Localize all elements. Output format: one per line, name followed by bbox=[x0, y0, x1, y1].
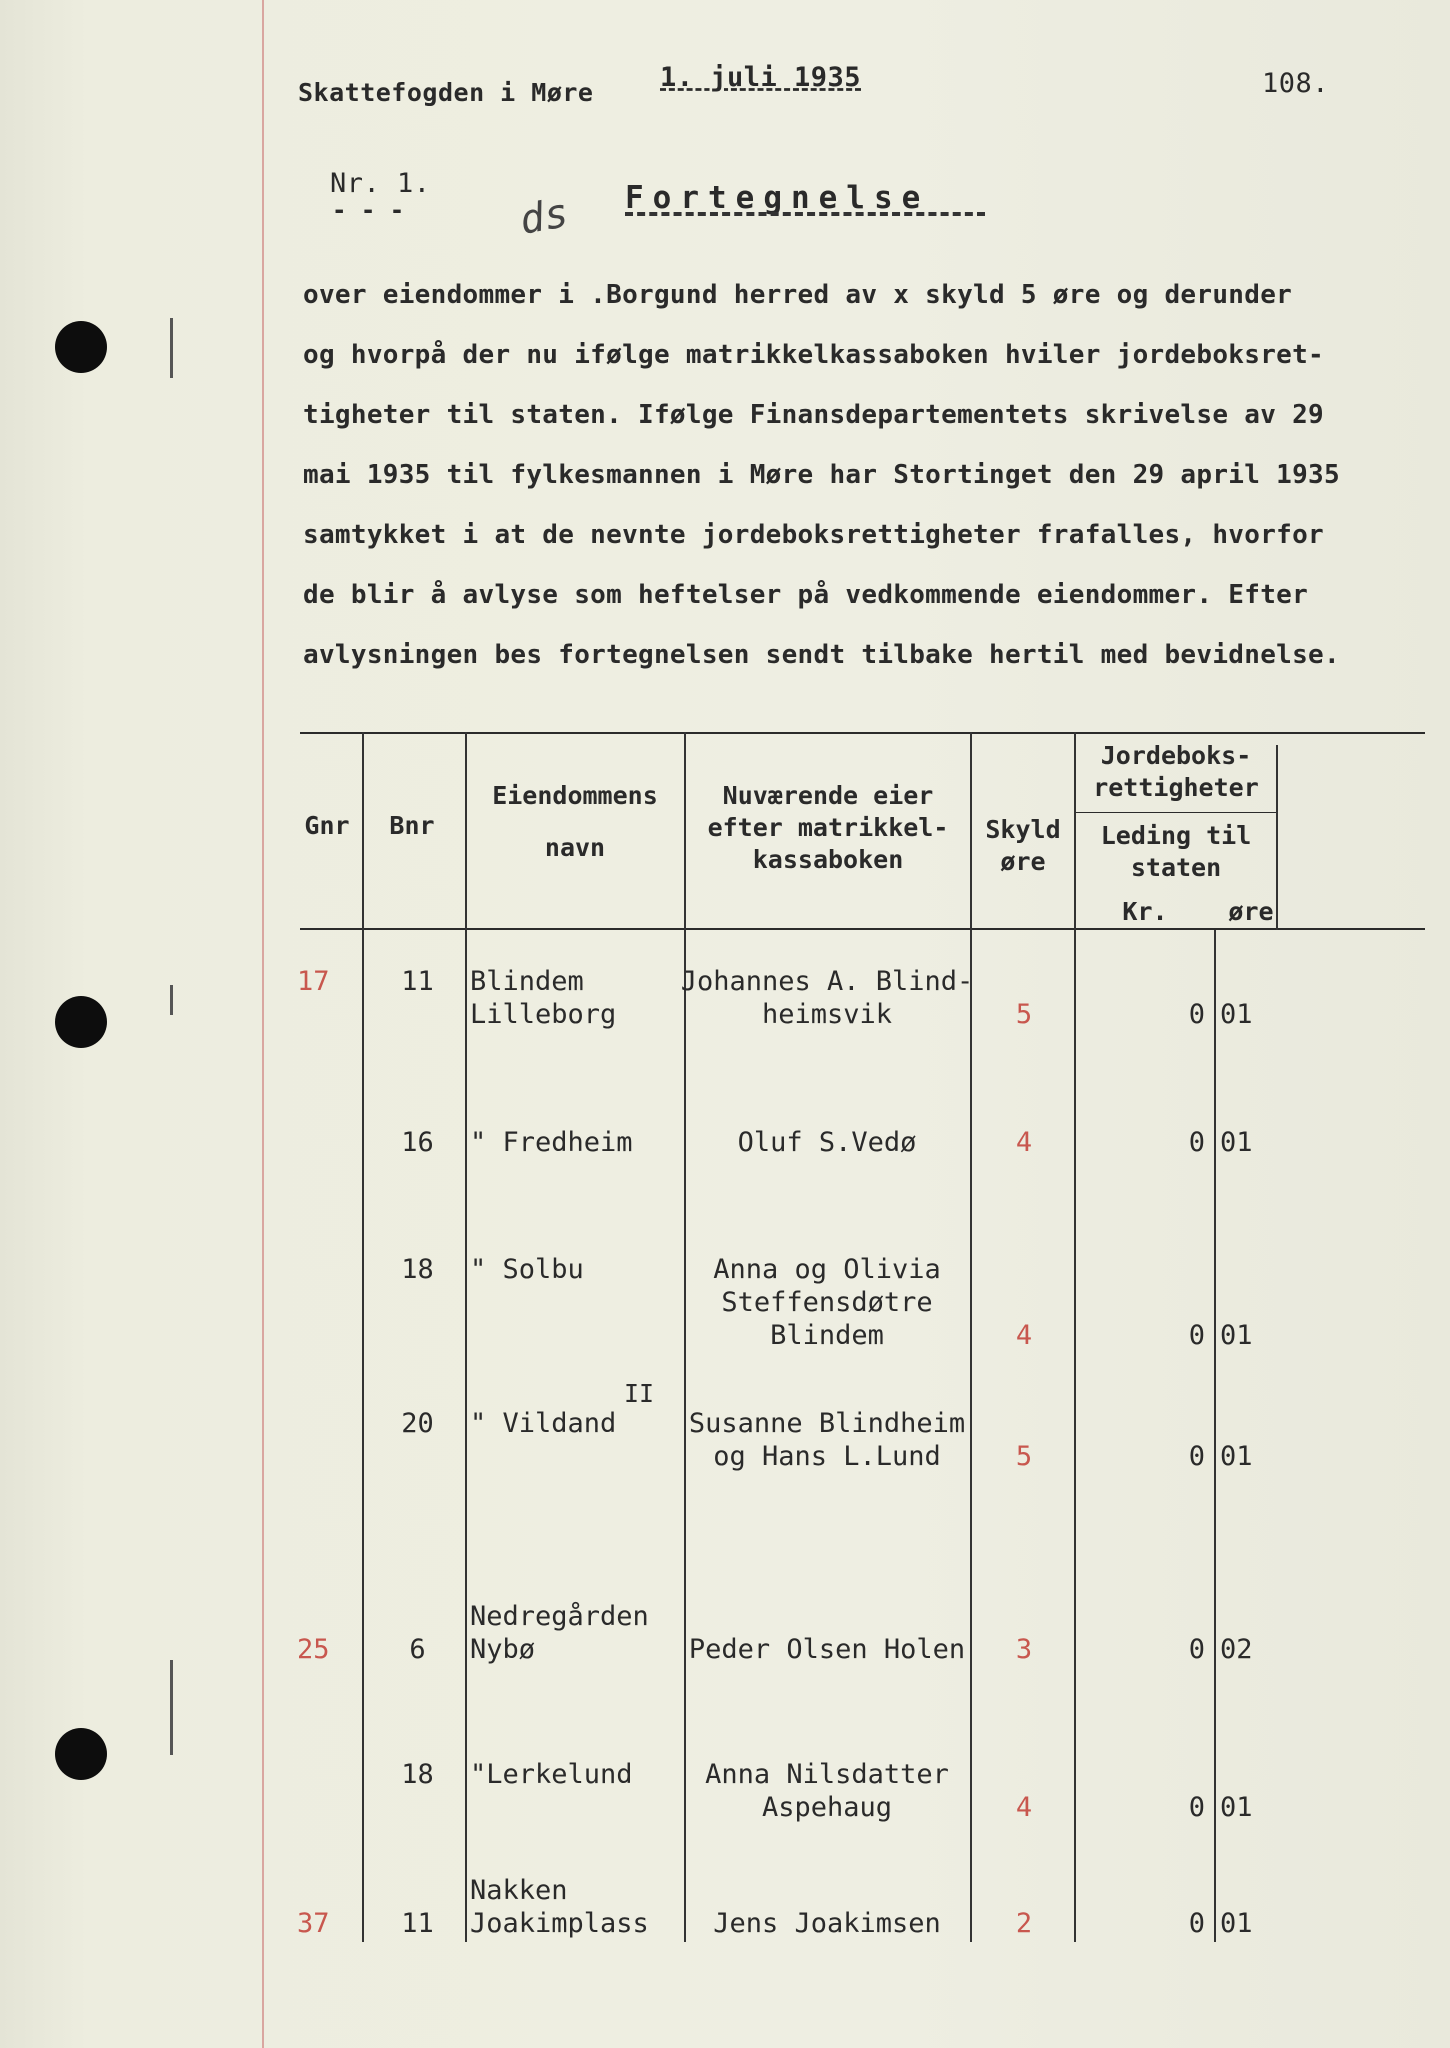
body-line: og hvorpå der nu ifølge matrikkelkassaboken hviler jordeboksret- bbox=[303, 340, 1325, 370]
body-line: tigheter til staten. Ifølge Finansdepartementets skrivelse av 29 bbox=[303, 400, 1325, 430]
header-owner-line: Nuværende eier bbox=[722, 781, 934, 810]
header-name-line: navn bbox=[544, 833, 606, 862]
body-line: de blir å avlyse som heftelser på vedkommende eiendommer. Efter bbox=[303, 580, 1309, 610]
table-row-7-gnr: 37 bbox=[297, 1908, 330, 1939]
header-owner bbox=[686, 780, 970, 876]
office-name: Skattefogden i Møre bbox=[298, 78, 594, 107]
handwritten-mark: ds bbox=[516, 190, 572, 244]
table-row-3-owner: Blindem bbox=[770, 1320, 884, 1351]
table-row-1-skyld: 5 bbox=[1015, 999, 1033, 1030]
table-row-4-owner: og Hans L.Lund bbox=[713, 1441, 941, 1472]
binding-mark bbox=[170, 985, 173, 1015]
table-row-7-kr: 0 bbox=[1188, 1908, 1205, 1939]
header-gnr: Gnr bbox=[304, 811, 350, 840]
margin-line bbox=[262, 0, 264, 2048]
header-leding-line: staten bbox=[1130, 853, 1222, 882]
table-row-5-name: Nybø bbox=[470, 1634, 536, 1665]
table-row-5-gnr: 25 bbox=[297, 1634, 330, 1665]
header-owner-line: efter matrikkel- bbox=[707, 813, 949, 842]
table-row-6-bnr: 18 bbox=[401, 1759, 434, 1790]
table-row-4-skyld: 5 bbox=[1015, 1441, 1033, 1472]
date: 1. juli 1935 bbox=[660, 62, 862, 93]
doc-number: Nr. 1. bbox=[330, 168, 431, 199]
table-row-4-name-sup: II bbox=[624, 1379, 655, 1408]
table-row-6-ore: 01 bbox=[1220, 1792, 1253, 1823]
table-row-5-kr: 0 bbox=[1188, 1634, 1205, 1665]
column-divider bbox=[362, 732, 364, 1942]
page-number: 108. bbox=[1262, 68, 1330, 99]
header-ore: øre bbox=[1228, 897, 1274, 926]
table-header-rule bbox=[300, 928, 1425, 930]
header-name-line: Eiendommens bbox=[492, 781, 658, 810]
table-row-2-kr: 0 bbox=[1188, 1127, 1205, 1158]
table-row-1-gnr: 17 bbox=[297, 966, 330, 997]
table-row-1-name: Lilleborg bbox=[470, 999, 617, 1030]
table-row-2-bnr: 16 bbox=[401, 1127, 434, 1158]
header-owner-line: kassaboken bbox=[752, 845, 904, 874]
table-row-1-owner: heimsvik bbox=[761, 999, 893, 1030]
table-row-7-bnr: 11 bbox=[401, 1908, 434, 1939]
table-row-2-ore: 01 bbox=[1220, 1127, 1253, 1158]
header-rights-line: rettigheter bbox=[1093, 773, 1259, 802]
table-row-1-owner: Johannes A. Blind- bbox=[680, 966, 974, 997]
table-row-4-owner: Susanne Blindheim bbox=[688, 1408, 966, 1439]
table-row-3-owner: Steffensdøtre bbox=[721, 1287, 933, 1318]
table-row-5-bnr: 6 bbox=[409, 1634, 426, 1665]
binding-mark bbox=[170, 1660, 173, 1755]
table-top-rule bbox=[300, 732, 1425, 734]
header-leding bbox=[1076, 820, 1276, 884]
table-row-2-name: " Fredheim bbox=[470, 1127, 633, 1158]
table-row-5-skyld: 3 bbox=[1015, 1634, 1033, 1665]
table-row-7-name: Nakken bbox=[470, 1875, 568, 1906]
rights-subheader-rule bbox=[1075, 812, 1277, 813]
table-row-6-owner: Aspehaug bbox=[761, 1792, 893, 1823]
table-row-3-ore: 01 bbox=[1220, 1320, 1253, 1351]
table-row-7-owner: Jens Joakimsen bbox=[713, 1908, 941, 1939]
punch-hole bbox=[55, 321, 107, 373]
header-skyld bbox=[972, 814, 1074, 878]
table-row-4-ore: 01 bbox=[1220, 1441, 1253, 1472]
header-skyld-line: øre bbox=[1000, 847, 1046, 876]
table-row-4-bnr: 20 bbox=[401, 1408, 434, 1439]
title-underline bbox=[625, 212, 985, 216]
table-row-6-skyld: 4 bbox=[1015, 1792, 1033, 1823]
header-rights-group bbox=[1076, 740, 1276, 804]
table-row-5-name: Nedregården bbox=[470, 1601, 649, 1632]
header-leding-line: Leding til bbox=[1100, 821, 1252, 850]
column-divider bbox=[465, 732, 467, 1942]
table-row-1-kr: 0 bbox=[1188, 999, 1205, 1030]
table-row-7-name: Joakimplass bbox=[470, 1908, 649, 1939]
table-row-3-name: " Solbu bbox=[470, 1254, 584, 1285]
table-row-7-skyld: 2 bbox=[1015, 1908, 1033, 1939]
table-row-6-kr: 0 bbox=[1188, 1792, 1205, 1823]
column-divider bbox=[1214, 930, 1216, 1942]
punch-hole bbox=[55, 1728, 107, 1780]
doc-number-underline: - - - bbox=[332, 196, 405, 224]
table-row-1-bnr: 11 bbox=[401, 966, 434, 997]
punch-hole bbox=[55, 996, 107, 1048]
body-line: over eiendommer i .Borgund herred av x skyld 5 øre og derunder bbox=[303, 280, 1293, 310]
table-row-5-owner: Peder Olsen Holen bbox=[688, 1634, 966, 1665]
document-title: Fortegnelse bbox=[625, 180, 930, 216]
table-row-6-owner: Anna Nilsdatter bbox=[705, 1759, 949, 1790]
header-skyld-line: Skyld bbox=[985, 815, 1061, 844]
table-row-6-name: "Lerkelund bbox=[470, 1759, 633, 1790]
table-row-3-bnr: 18 bbox=[401, 1254, 434, 1285]
table-row-2-owner: Oluf S.Vedø bbox=[737, 1127, 917, 1158]
table-row-3-owner: Anna og Olivia bbox=[713, 1254, 941, 1285]
table-row-3-kr: 0 bbox=[1188, 1320, 1205, 1351]
table-row-4-name: " Vildand bbox=[470, 1408, 617, 1439]
header-rights-line: Jordeboks- bbox=[1100, 741, 1252, 770]
column-divider bbox=[1074, 732, 1076, 1942]
table-row-5-ore: 02 bbox=[1220, 1634, 1253, 1665]
body-line: mai 1935 til fylkesmannen i Møre har Stortinget den 29 april 1935 bbox=[303, 460, 1340, 490]
header-bnr: Bnr bbox=[389, 811, 435, 840]
table-row-2-skyld: 4 bbox=[1015, 1127, 1033, 1158]
table-row-1-ore: 01 bbox=[1220, 999, 1253, 1030]
binding-mark bbox=[170, 318, 173, 378]
body-line: avlysningen bes fortegnelsen sendt tilbake hertil med bevidnelse. bbox=[303, 640, 1340, 670]
header-name bbox=[466, 780, 684, 864]
body-line: samtykket i at de nevnte jordeboksrettigheter frafalles, hvorfor bbox=[303, 520, 1325, 550]
table-row-7-ore: 01 bbox=[1220, 1908, 1253, 1939]
table-row-4-kr: 0 bbox=[1188, 1441, 1205, 1472]
table-row-3-skyld: 4 bbox=[1015, 1320, 1033, 1351]
header-kr: Kr. bbox=[1122, 897, 1168, 926]
table-row-1-name: Blindem bbox=[470, 966, 584, 997]
